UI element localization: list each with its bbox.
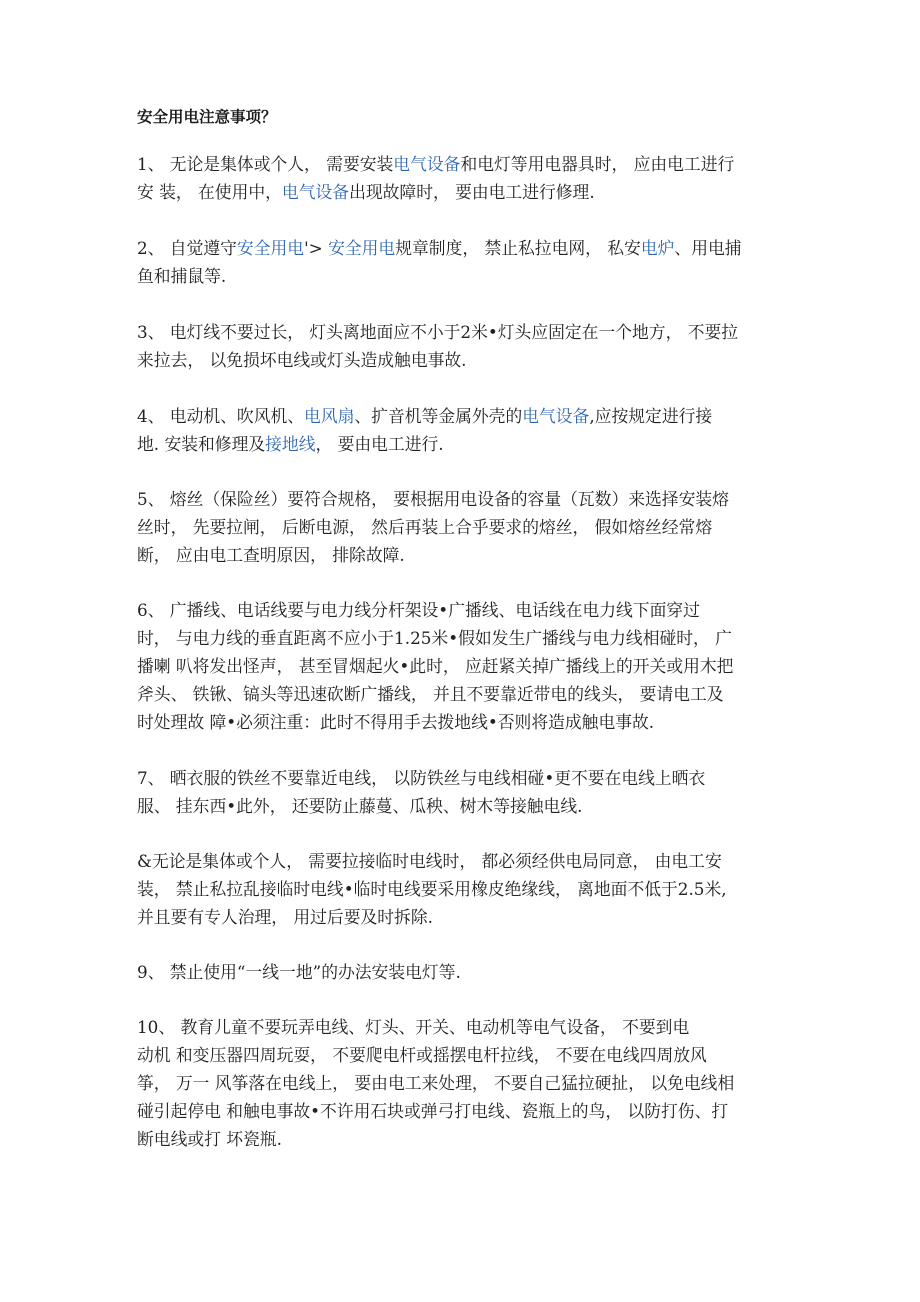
text-segment: 、扩音机等金属外壳的	[354, 406, 523, 426]
text-segment: 7、 晒衣服的铁丝不要靠近电线， 以防铁丝与电线相碰•更不要在电线上晒衣	[137, 768, 706, 788]
text-segment: 鱼和捕鼠等.	[137, 266, 227, 286]
text-segment: 碰引起停电 和触电事故•不许用石块或弹弓打电线、瓷瓶上的鸟， 以防打伤、打	[137, 1101, 729, 1121]
paragraph-line	[137, 513, 797, 541]
paragraph-line	[137, 1069, 797, 1097]
paragraph-line	[137, 150, 797, 178]
inline-link[interactable]: 接地线	[265, 434, 316, 454]
paragraph-line	[137, 903, 797, 931]
paragraph	[137, 150, 797, 206]
paragraph-line	[137, 792, 797, 820]
inline-link[interactable]: 电气设备	[281, 182, 350, 202]
paragraph-line	[137, 346, 797, 374]
paragraph	[137, 234, 797, 290]
paragraph-line	[137, 1041, 797, 1069]
paragraph-line	[137, 262, 797, 290]
text-segment: 4、 电动机、吹风机、	[137, 406, 305, 426]
paragraph-line	[137, 1097, 797, 1125]
text-segment: 6、 广播线、电话线要与电力线分杆架设•广播线、电话线在电力线下面穿过	[137, 600, 700, 620]
text-segment: 3、 电灯线不要过长， 灯头离地面应不小于2米•灯头应固定在一个地方， 不要拉	[137, 322, 739, 342]
text-segment: 筝， 万一 风筝落在电线上， 要由电工来处理， 不要自己猛拉硬扯， 以免电线相	[137, 1073, 735, 1093]
inline-link[interactable]: 安全用电	[236, 238, 305, 258]
text-segment: &无论是集体或个人， 需要拉接临时电线时， 都必须经供电局同意， 由电工安	[137, 851, 722, 871]
text-segment: 出现故障时， 要由电工进行修理.	[349, 182, 595, 202]
text-segment: 、用电捕	[674, 238, 742, 258]
text-segment: 来拉去， 以免损坏电线或灯头造成触电事故.	[137, 350, 467, 370]
paragraph-line	[137, 764, 797, 792]
inline-link[interactable]: 电气设备	[522, 406, 590, 426]
text-segment: 时处理故 障•必须注重：此时不得用手去拨地线•否则将造成触电事故.	[137, 712, 655, 732]
text-segment: '>	[304, 238, 329, 258]
paragraph	[137, 847, 797, 931]
paragraph-line	[137, 847, 797, 875]
paragraph-line	[137, 1125, 797, 1153]
inline-link[interactable]: 电风扇	[304, 406, 355, 426]
paragraph-line	[137, 402, 797, 430]
paragraph-line	[137, 234, 797, 262]
paragraph-line	[137, 1013, 797, 1041]
paragraph-line	[137, 624, 797, 652]
text-segment: 安 装， 在使用中，	[137, 182, 282, 202]
text-segment: 斧头、 铁锹、镐头等迅速砍断广播线， 并且不要靠近带电的线头， 要请电工及	[137, 684, 724, 704]
text-segment: 并且要有专人治理， 用过后要及时拆除.	[137, 907, 433, 927]
text-segment: 地. 安装和修理及	[137, 434, 266, 454]
paragraph-line	[137, 708, 797, 736]
paragraph	[137, 318, 797, 374]
paragraph-line	[137, 652, 797, 680]
text-segment: 服、 挂东西•此外， 还要防止藤蔓、瓜秧、树木等接触电线.	[137, 796, 583, 816]
paragraph	[137, 485, 797, 569]
text-segment: 10、 教育儿童不要玩弄电线、灯头、开关、电动机等电气设备， 不要到电	[137, 1017, 690, 1037]
text-segment: 5、 熔丝（保险丝）要符合规格， 要根据用电设备的容量（瓦数）来选择安装熔	[137, 489, 729, 509]
paragraph-line	[137, 596, 797, 624]
paragraph	[137, 764, 797, 820]
text-segment: 丝时， 先要拉闸， 后断电源， 然后再装上合乎要求的熔丝， 假如熔丝经常熔	[137, 517, 713, 537]
text-segment: ,应按规定进行接	[589, 406, 713, 426]
paragraph-line	[137, 430, 797, 458]
paragraph	[137, 402, 797, 458]
text-segment: 和电灯等用电器具时， 应由电工进行	[460, 154, 735, 174]
text-segment: 装， 禁止私拉乱接临时电线•临时电线要采用橡皮绝缘线， 离地面不低于2.5米,	[137, 879, 727, 899]
text-segment: 播喇 叭将发出怪声， 甚至冒烟起火•此时， 应赶紧关掉广播线上的开关或用木把	[137, 656, 734, 676]
paragraph-line	[137, 875, 797, 903]
text-segment: 规章制度， 禁止私拉电网， 私安	[395, 238, 641, 258]
paragraph	[137, 958, 797, 986]
paragraph-line	[137, 318, 797, 346]
paragraph-line	[137, 958, 797, 986]
text-segment: 1、 无论是集体或个人， 需要安装	[137, 154, 394, 174]
inline-link[interactable]: 电气设备	[393, 154, 461, 174]
paragraph	[137, 1013, 797, 1153]
inline-link[interactable]: 电炉	[640, 238, 675, 258]
text-segment: ， 要由电工进行.	[315, 434, 444, 454]
text-segment: 时， 与电力线的垂直距离不应小于1.25米•假如发生广播线与电力线相碰时， 广	[137, 628, 732, 648]
paragraph-line	[137, 485, 797, 513]
text-segment: 9、 禁止使用“一线一地”的办法安装电灯等.	[137, 962, 461, 982]
text-segment: 断电线或打 坏瓷瓶.	[137, 1129, 282, 1149]
inline-link[interactable]: 安全用电	[328, 238, 396, 258]
text-segment: 断， 应由电工查明原因， 排除故障.	[137, 545, 405, 565]
text-segment: 动机 和变压器四周玩耍， 不要爬电杆或摇摆电杆拉线， 不要在电线四周放风	[137, 1045, 707, 1065]
text-segment: 2、 自觉遵守	[137, 238, 237, 258]
paragraph-line	[137, 541, 797, 569]
paragraph-line	[137, 178, 797, 206]
paragraph	[137, 596, 797, 736]
paragraph-line	[137, 680, 797, 708]
page-title: 安全用电注意事项？	[137, 108, 277, 126]
